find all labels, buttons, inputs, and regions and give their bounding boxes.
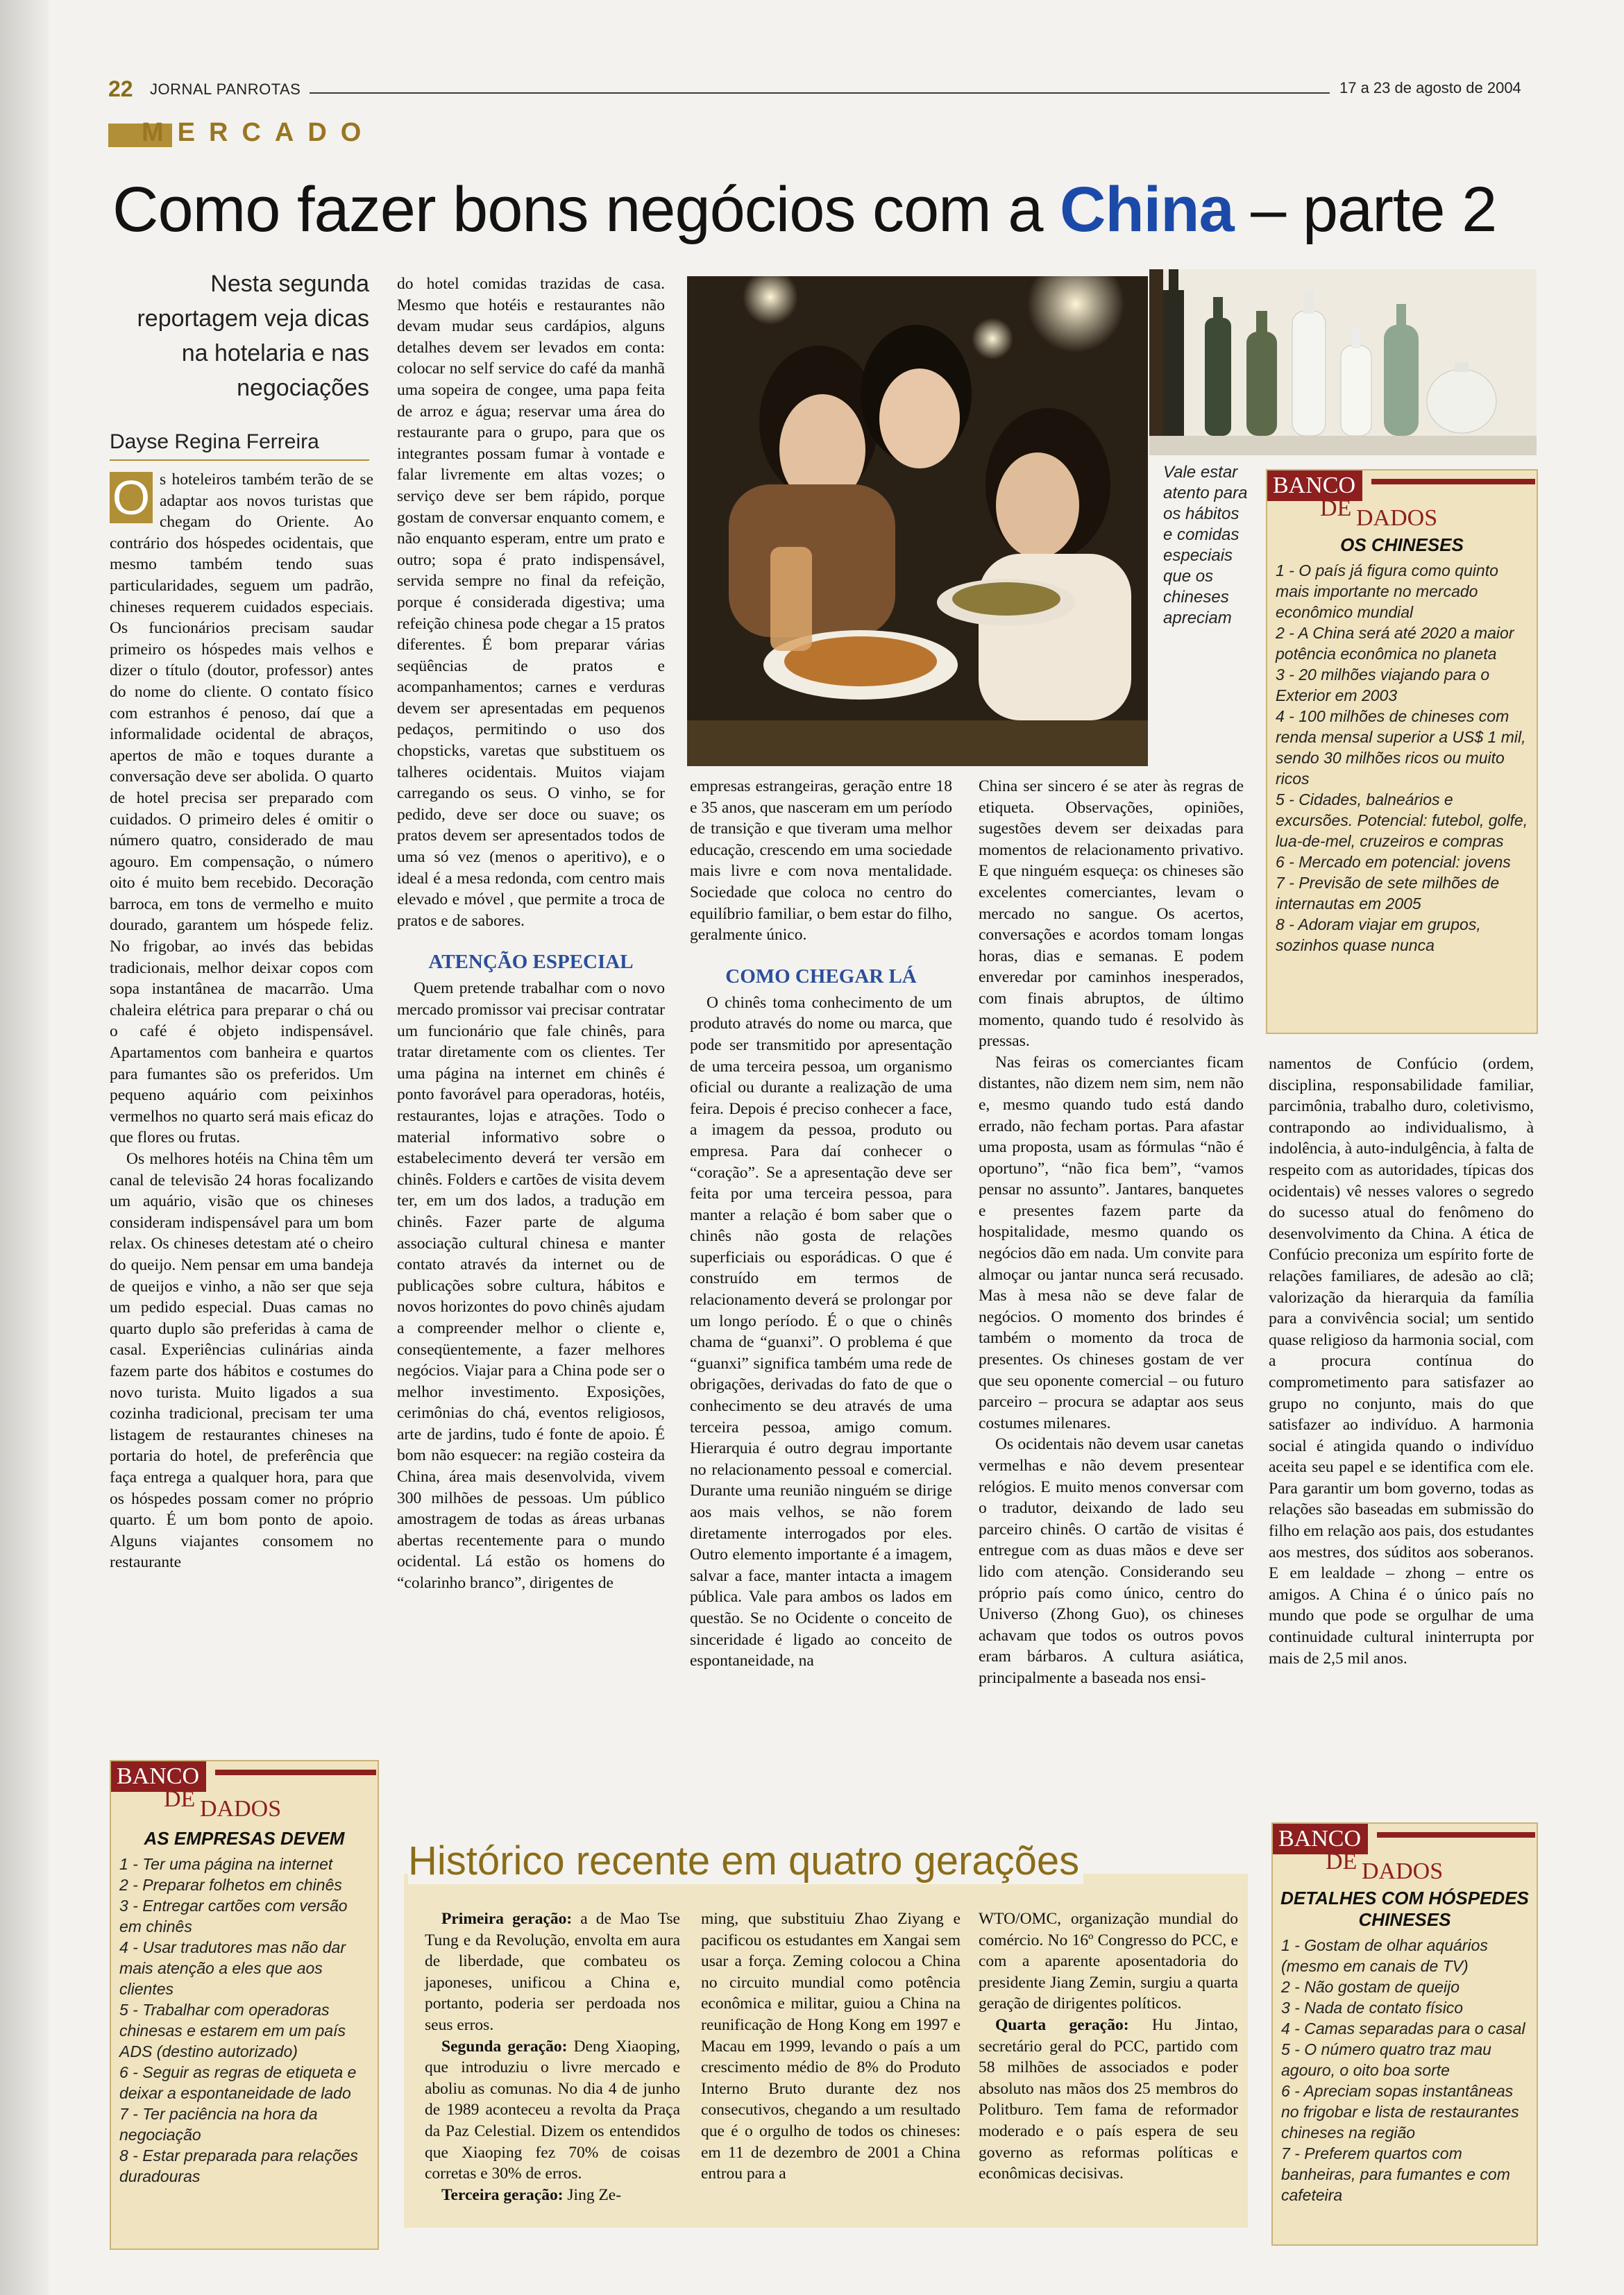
factbox-title-banco: BANCO bbox=[1267, 471, 1362, 501]
paragraph: WTO/OMC, organização mundial do comércio. No 16º Congresso do PCC, e com a aparente aposentadoria do presidente Jiang Zemin, surgiu a quarta geração de dirigentes políticos. bbox=[979, 1910, 1238, 2013]
factbox-title-dados: DADOS bbox=[1356, 505, 1438, 531]
article-column-3 bbox=[690, 776, 952, 1672]
historico-title: Histórico recente em quatro gerações bbox=[408, 1838, 1083, 1884]
factbox-title-banco: BANCO bbox=[111, 1761, 206, 1792]
list-item: 6 - Mercado em potencial: jovens bbox=[1276, 853, 1511, 871]
historico-column-1 bbox=[425, 1908, 680, 2205]
list-item: 2 - A China será até 2020 a maior potência econômica no planeta bbox=[1276, 624, 1514, 663]
factbox-subtitle: DETALHES COM HÓSPEDES CHINESES bbox=[1280, 1888, 1529, 1930]
list-item: 1 - Gostam de olhar aquários (mesmo em canais de TV) bbox=[1281, 1936, 1488, 1975]
generation-text: Deng Xiaoping, que introduziu o livre mercado e aboliu as comunas. No dia 4 de junho de 1989 aconteceu a revolta da Praça da Paz Celestial. Dizem os entendidos que Xiaoping fez 70% de coisas corretas e 30% de erros. bbox=[425, 2037, 680, 2183]
factbox-title-de: DE bbox=[1320, 496, 1352, 521]
generation-text: a de Mao Tse Tung e da Revolução, envolta em aura de liberdade, que combateu os japoneses, unificou a China e, portanto, poderia ser perdoada nos seus erros. bbox=[425, 1910, 680, 2034]
list-item: 6 - Seguir as regras de etiqueta e deixar a espontaneidade de lado bbox=[119, 2063, 357, 2102]
headline-end: – parte 2 bbox=[1233, 174, 1497, 245]
list-item: 4 - Camas separadas para o casal bbox=[1281, 2019, 1525, 2038]
factbox-title-banco: BANCO bbox=[1273, 1824, 1368, 1854]
photo-bottles-illustration bbox=[1149, 269, 1537, 455]
paragraph: China ser sincero é se ater às regras de etiqueta. Observações, opiniões, sugestões devem ser deixadas para momentos de relacionamento privativo. E que ninguém esqueça: os chineses são excelentes comerciantes, levam o mercado no sangue. Os acertos, conversações e acordos tomam longas horas, dias e semanas. E podem enveredar por caminhos inesperados, com finais abruptos, de último momento, quando tudo é resolvido às pressas. bbox=[979, 777, 1244, 1051]
byline: Dayse Regina Ferreira bbox=[110, 430, 319, 453]
paragraph: Os melhores hotéis na China têm um canal de televisão 24 horas focalizando um aquário, visão que os chineses consideram indispensável para um bom relax. Os chineses detestam até o cheiro do queijo. Nem pensar em uma bandeja de queijos e vinho, a não ser que seja um pedido especial. Duas camas no quarto duplo são preferidas à cama de casal. Experiências culinárias ainda fazem parte dos hábitos e costumes do novo turista. Muito ligados a sua cozinha tradicional, precisam ter uma listagem de restaurantes chineses na portaria do hotel, de preferência que faça entrega a qualquer hora, para que os hóspedes possam comer no próprio quarto. É um bom ponto de apoio. Alguns viajantes consomem no restaurante bbox=[110, 1150, 373, 1572]
list-item: 1 - Ter uma página na internet bbox=[119, 1855, 333, 1873]
list-item: 6 - Apreciam sopas instantâneas no frigobar e lista de restaurantes chineses na região bbox=[1281, 2082, 1519, 2142]
photo-women-eating bbox=[687, 276, 1148, 766]
list-item: 5 - Trabalhar com operadoras chinesas e estarem em um país ADS (destino autorizado) bbox=[119, 2001, 346, 2060]
factbox-list bbox=[1267, 560, 1537, 956]
list-item: 2 - Não gostam de queijo bbox=[1281, 1978, 1460, 1996]
photo-women-eating-illustration bbox=[687, 276, 1148, 766]
list-item: 3 - Entregar cartões com versão em chinês bbox=[119, 1897, 348, 1936]
article-column-5 bbox=[1269, 1053, 1534, 1669]
paragraph bbox=[979, 2015, 1238, 2185]
factbox-header bbox=[1267, 471, 1537, 534]
list-item: 4 - Usar tradutores mas não dar mais atenção a eles que aos clientes bbox=[119, 1938, 346, 1998]
headline-china: China bbox=[1060, 174, 1234, 245]
publication-name: JORNAL PANROTAS bbox=[150, 81, 301, 98]
factbox-title-de: DE bbox=[164, 1786, 196, 1812]
paragraph bbox=[425, 2185, 680, 2206]
list-item: 8 - Estar preparada para relações duradouras bbox=[119, 2146, 358, 2185]
factbox-title-de: DE bbox=[1326, 1849, 1357, 1874]
generation-label: Primeira geração: bbox=[441, 1910, 573, 1928]
factbox-empresas bbox=[110, 1760, 379, 2250]
factbox-header-bar bbox=[1377, 1832, 1535, 1838]
paragraph: s hoteleiros também terão de se adaptar aos novos turistas que chegam do Oriente. Ao contrário dos hóspedes ocidentais, que mesmo também tendo suas particularidades, seguem um padrão, chineses requerem cuidados especiais. Os funcionários precisam saudar primeiro os hóspedes mais velhos e dizer o título (doutor, professor) antes do nome do cliente. O contato físico com estranhos é penoso, daí que a informalidade ocidental de abraços, apertos de mão e toques durante a conversação deve ser abolida. O quarto de hotel precisa ser preparado com cuidados. O primeiro deles é omitir o número quatro, considerado de mau agouro. Em compensação, o número oito é muito bem recebido. Decoração barroca, em tons de vermelho e muito dourado, garantem um hóspede feliz. No frigobar, ao invés das bebidas tradicionais, melhor deixar copos com sopa instantânea de macarrão. Uma chaleira elétrica para preparar o chá ou o café é objeto indispensável. Apartamentos com banheira e quartos para fumantes são os preferidos. Um pequeno aquário com peixinhos vermelhos no quarto será mais eficaz do que flores ou frutas. bbox=[110, 471, 373, 1147]
subhead-como: COMO CHEGAR LÁ bbox=[725, 965, 917, 988]
factbox-subtitle: AS EMPRESAS DEVEM bbox=[144, 1828, 345, 1849]
list-item: 7 - Preferem quartos com banheiras, para fumantes e com cafeteira bbox=[1281, 2144, 1510, 2204]
photo-caption: Vale estar atento para os hábitos e comidas especiais que os chineses apreciam bbox=[1163, 463, 1248, 627]
factbox-subtitle: OS CHINESES bbox=[1340, 534, 1464, 555]
drop-cap: O bbox=[110, 472, 153, 523]
issue-date: 17 a 23 de agosto de 2004 bbox=[1339, 79, 1521, 96]
generation-label: Terceira geração: bbox=[441, 2185, 564, 2204]
factbox-title-dados: DADOS bbox=[200, 1796, 282, 1822]
factbox-header-bar bbox=[1371, 479, 1535, 484]
generation-label: Segunda geração: bbox=[441, 2037, 568, 2056]
generation-text: Jing Ze- bbox=[563, 2185, 622, 2204]
photo-bottles bbox=[1149, 269, 1537, 455]
factbox-os-chineses bbox=[1266, 469, 1538, 1034]
article-deck: Nesta segunda reportagem veja dicas na hotelaria e nas negociações bbox=[137, 271, 369, 401]
list-item: 5 - O número quatro traz mau agouro, o oito boa sorte bbox=[1281, 2040, 1491, 2079]
list-item: 8 - Adoram viajar em grupos, sozinhos quase nunca bbox=[1276, 915, 1481, 954]
page-number: 22 bbox=[108, 76, 133, 101]
paragraph: Nas feiras os comerciantes ficam distantes, não dizem nem sim, nem não e, mesmo quando tudo está dando errado, não fecham portas. Para afastar uma proposta, usam as fórmulas “não é oportuno”, “não fica bem”, “vamos pensar no assunto”. Jantares, banquetes e presentes fazem parte da hospitalidade, mesmo quando os negócios dão em nada. Um convite para almoçar ou jantar nunca será recusado. Mas à mesa não se deve falar de negócios. O momento dos brindes é também o momento da troca de presentes. Os chineses gostam de ver que seu oponente comercial – ou futuro parceiro – procura se adaptar aos seus costumes milenares. bbox=[979, 1053, 1244, 1432]
factbox-title-dados: DADOS bbox=[1362, 1858, 1444, 1884]
paragraph: empresas estrangeiras, geração entre 18 e 35 anos, que nasceram em um período de transição e que tiveram uma melhor educação, crescendo em uma sociedade mais livre e com nova mentalidade. Sociedade que coloca no centro do equilíbrio familiar, o bem estar do filho, geralmente único. bbox=[690, 777, 952, 945]
historico-column-2 bbox=[701, 1908, 961, 2185]
factbox-header bbox=[111, 1761, 378, 1828]
historico-column-3 bbox=[979, 1908, 1238, 2185]
paragraph: do hotel comidas trazidas de casa. Mesmo que hotéis e restaurantes não devam mudar seus cardápios, alguns detalhes devem ser levados em conta: colocar no self service do café da manhã uma sopeira de congee, uma papa feita de arroz e água; reservar uma área do restaurante para o grupo, para que os integrantes possam fumar à vontade e falar livremente em altas vozes; o serviço deve ser bem rápido, porque gostam de conversar enquanto comem, e não enquanto esperam, entre um prato e outro; sopa é prato indispensável, servida sempre no final da refeição, porque é considerada digestiva; uma refeição chinesa pode chegar a 15 pratos diferentes. É bom preparar várias seqüências de pratos e acompanhamentos; carnes e verduras devem ser apresentadas em pequenos pedaços, permitindo o uso dos chopsticks, varetas que substituem os talheres ocidentais. Muitos viajam carregando os seus. O vinho, se for pedido, deve ser doce ou suave; os pratos devem ser apresentados todos de uma só vez (menos o aperitivo), e o ideal é a mesa redonda, com centro mais elevado e móvel , que permite a troca de pratos e de sabores. bbox=[397, 275, 665, 930]
factbox-header bbox=[1273, 1824, 1537, 1888]
factbox-list bbox=[1273, 1935, 1537, 2205]
page-edge bbox=[0, 0, 49, 2295]
list-item: 7 - Previsão de sete milhões de internautas em 2005 bbox=[1276, 874, 1500, 913]
list-item: 2 - Preparar folhetos em chinês bbox=[119, 1876, 342, 1894]
generation-text: Hu Jintao, secretário geral do PCC, partido com 58 milhões de associados e poder absoluto nas mãos dos 25 membros do Politburo. Tem fama de reformador moderado e o país espera de seu governo as reformas políticas e econômicas decisivas. bbox=[979, 2015, 1238, 2183]
headline-start: Como fazer bons negócios com a bbox=[112, 174, 1060, 245]
factbox-list bbox=[111, 1854, 378, 2187]
list-item: 3 - 20 milhões viajando para o Exterior em 2003 bbox=[1276, 666, 1490, 704]
paragraph: Quem pretende trabalhar com o novo mercado promissor vai precisar contratar um funcionário que fale chinês, para tratar diretamente com os clientes. Ter uma página na internet em chinês é ponto favorável para operadoras, hotéis, restaurantes, lojas e atrações. Todo o material informativo sobre o estabelecimento deverá ter versão em chinês. Folders e cartões de visita devem ter, em um dos lados, a tradução em chinês. Fazer parte de alguma associação cultural chinesa e manter contato através da internet ou de publicações sobre cultura, hábitos e novos horizontes do povo chinês ajudam a compreender melhor o cliente e, conseqüentemente, a fazer melhores negócios. Viajar para a China pode ser o melhor investimento. Exposições, cerimônias do chá, eventos religiosos, arte de jardins, tudo é fonte de apoio. É bom não esquecer: na região costeira da China, área mais desenvolvida, vivem 300 milhões de pessoas. Um público amostragem de todas as áreas urbanas abertas recentemente para o mundo ocidental. Lá estão os homens do “colarinho branco”, dirigentes de bbox=[397, 979, 665, 1593]
list-item: 3 - Nada de contato físico bbox=[1281, 1999, 1464, 2017]
article-column-4 bbox=[979, 776, 1244, 1689]
generation-label: Quarta geração: bbox=[995, 2015, 1129, 2034]
subhead-atencao: ATENÇÃO ESPECIAL bbox=[428, 951, 634, 974]
list-item: 7 - Ter paciência na hora da negociação bbox=[119, 2105, 318, 2144]
paragraph: Os ocidentais não devem usar canetas vermelhas e não devem presentear relógios. E muito menos conversar com o tradutor, deixando de lado seu parceiro chinês. O cartão de visitas é entregue com as duas mãos e deve ser lido com atenção. Considerando seu próprio país como único, centro do Universo (Zhong Guo), os chineses achavam que todos os outros povos eram bárbaros. A cultura asiática, principalmente a baseada nos ensi- bbox=[979, 1435, 1244, 1687]
article-column-1 bbox=[110, 469, 373, 1573]
list-item: 4 - 100 milhões de chineses com renda mensal superior a US$ 1 mil, sendo 30 milhões ricos ou muito ricos bbox=[1276, 707, 1526, 788]
paragraph: ming, que substituiu Zhao Ziyang e pacificou os estudantes em Xangai sem usar a força. Zeming colocou a China no circuito mundial como potência econômica e militar, guiou a China na reunificação de Hong Kong em 1997 e Macau em 1999, levando o país a um crescimento médio de 8% do Produto Interno Bruto durante dez nos consecutivos, chegando a um resultado que é o orgulho de todos os chineses: em 11 de dezembro de 2001 a China entrou para a bbox=[701, 1910, 961, 2183]
factbox-hospedes bbox=[1271, 1822, 1538, 2246]
factbox-header-bar bbox=[215, 1770, 376, 1775]
headline bbox=[112, 173, 1542, 246]
paragraph: O chinês toma conhecimento de um produto através do nome ou marca, que pode ser transmitido por apresentação de uma terceira pessoa, um organismo oficial ou durante a realização de uma feira. Depois é preciso conhecer a face, a imagem da pessoa, produto ou empresa. Para daí conhecer o “coração”. Se a apresentação deve ser feita por uma terceira pessoa, para manter a relação é bom saber que o chinês não gosta de relações superficiais ou esporádicas. O que é construído em termos de relacionamento deverá se prolongar por um longo período. É o que o chinês chama de “guanxi”. O problema é que “guanxi” significa também uma rede de obrigações, derivadas do fato de que o conhecimento se deu através de uma terceira pessoa, amigo comum. Hierarquia é outro degrau importante no relacionamento pessoal e comercial. Durante uma reunião ninguém se dirige aos mais velhos, se não forem diretamente interrogados por eles. Outro elemento importante é a imagem, salvar a face, manter intacta a imagem pública. Vale para ambos os lados em questão. Se no Ocidente o conceito de sinceridade é ligado ao conceito de espontaneidade, na bbox=[690, 993, 952, 1670]
paragraph bbox=[425, 2036, 680, 2185]
paragraph bbox=[425, 1908, 680, 2036]
section-label: MERCADO bbox=[142, 118, 375, 147]
list-item: 1 - O país já figura como quinto mais importante no mercado econômico mundial bbox=[1276, 561, 1498, 621]
byline-rule bbox=[110, 459, 369, 461]
header-rule bbox=[310, 92, 1330, 94]
list-item: 5 - Cidades, balneários e excursões. Potencial: futebol, golfe, lua-de-mel, cruzeiros e compras bbox=[1276, 790, 1528, 850]
paragraph: namentos de Confúcio (ordem, disciplina, responsabilidade familiar, parcimônia, trabalho duro, coletivismo, contrapondo ao individualismo, à indolência, à auto-indulgência, à falta de respeito com as autoridades, típicas dos ocidentais) vê nesses valores o segredo do sucesso atual do fenômeno do desenvolvimento da China. A ética de Confúcio preconiza um espírito forte de relações familiares, de adesão ao clã; valorização da hierarquia da família para a convivência social; um sentido quase religioso da harmonia social, com a procura contínua do comprometimento para satisfazer ao grupo no conjunto, mais do que satisfazer ao indivíduo. A harmonia social é atingida quando o indivíduo aceita seu papel e se identifica com ele. Para garantir um bom governo, todas as relações são baseadas em submissão do filho em relação aos pais, dos estudantes aos mestres, dos súditos aos soberanos. E em lealdade – zhong – entre os amigos. A China é o único país no mundo que pode se orgulhar de uma continuidade cultural ininterrupta por mais de 2,5 mil anos. bbox=[1269, 1055, 1534, 1668]
article-column-2 bbox=[397, 273, 665, 1594]
